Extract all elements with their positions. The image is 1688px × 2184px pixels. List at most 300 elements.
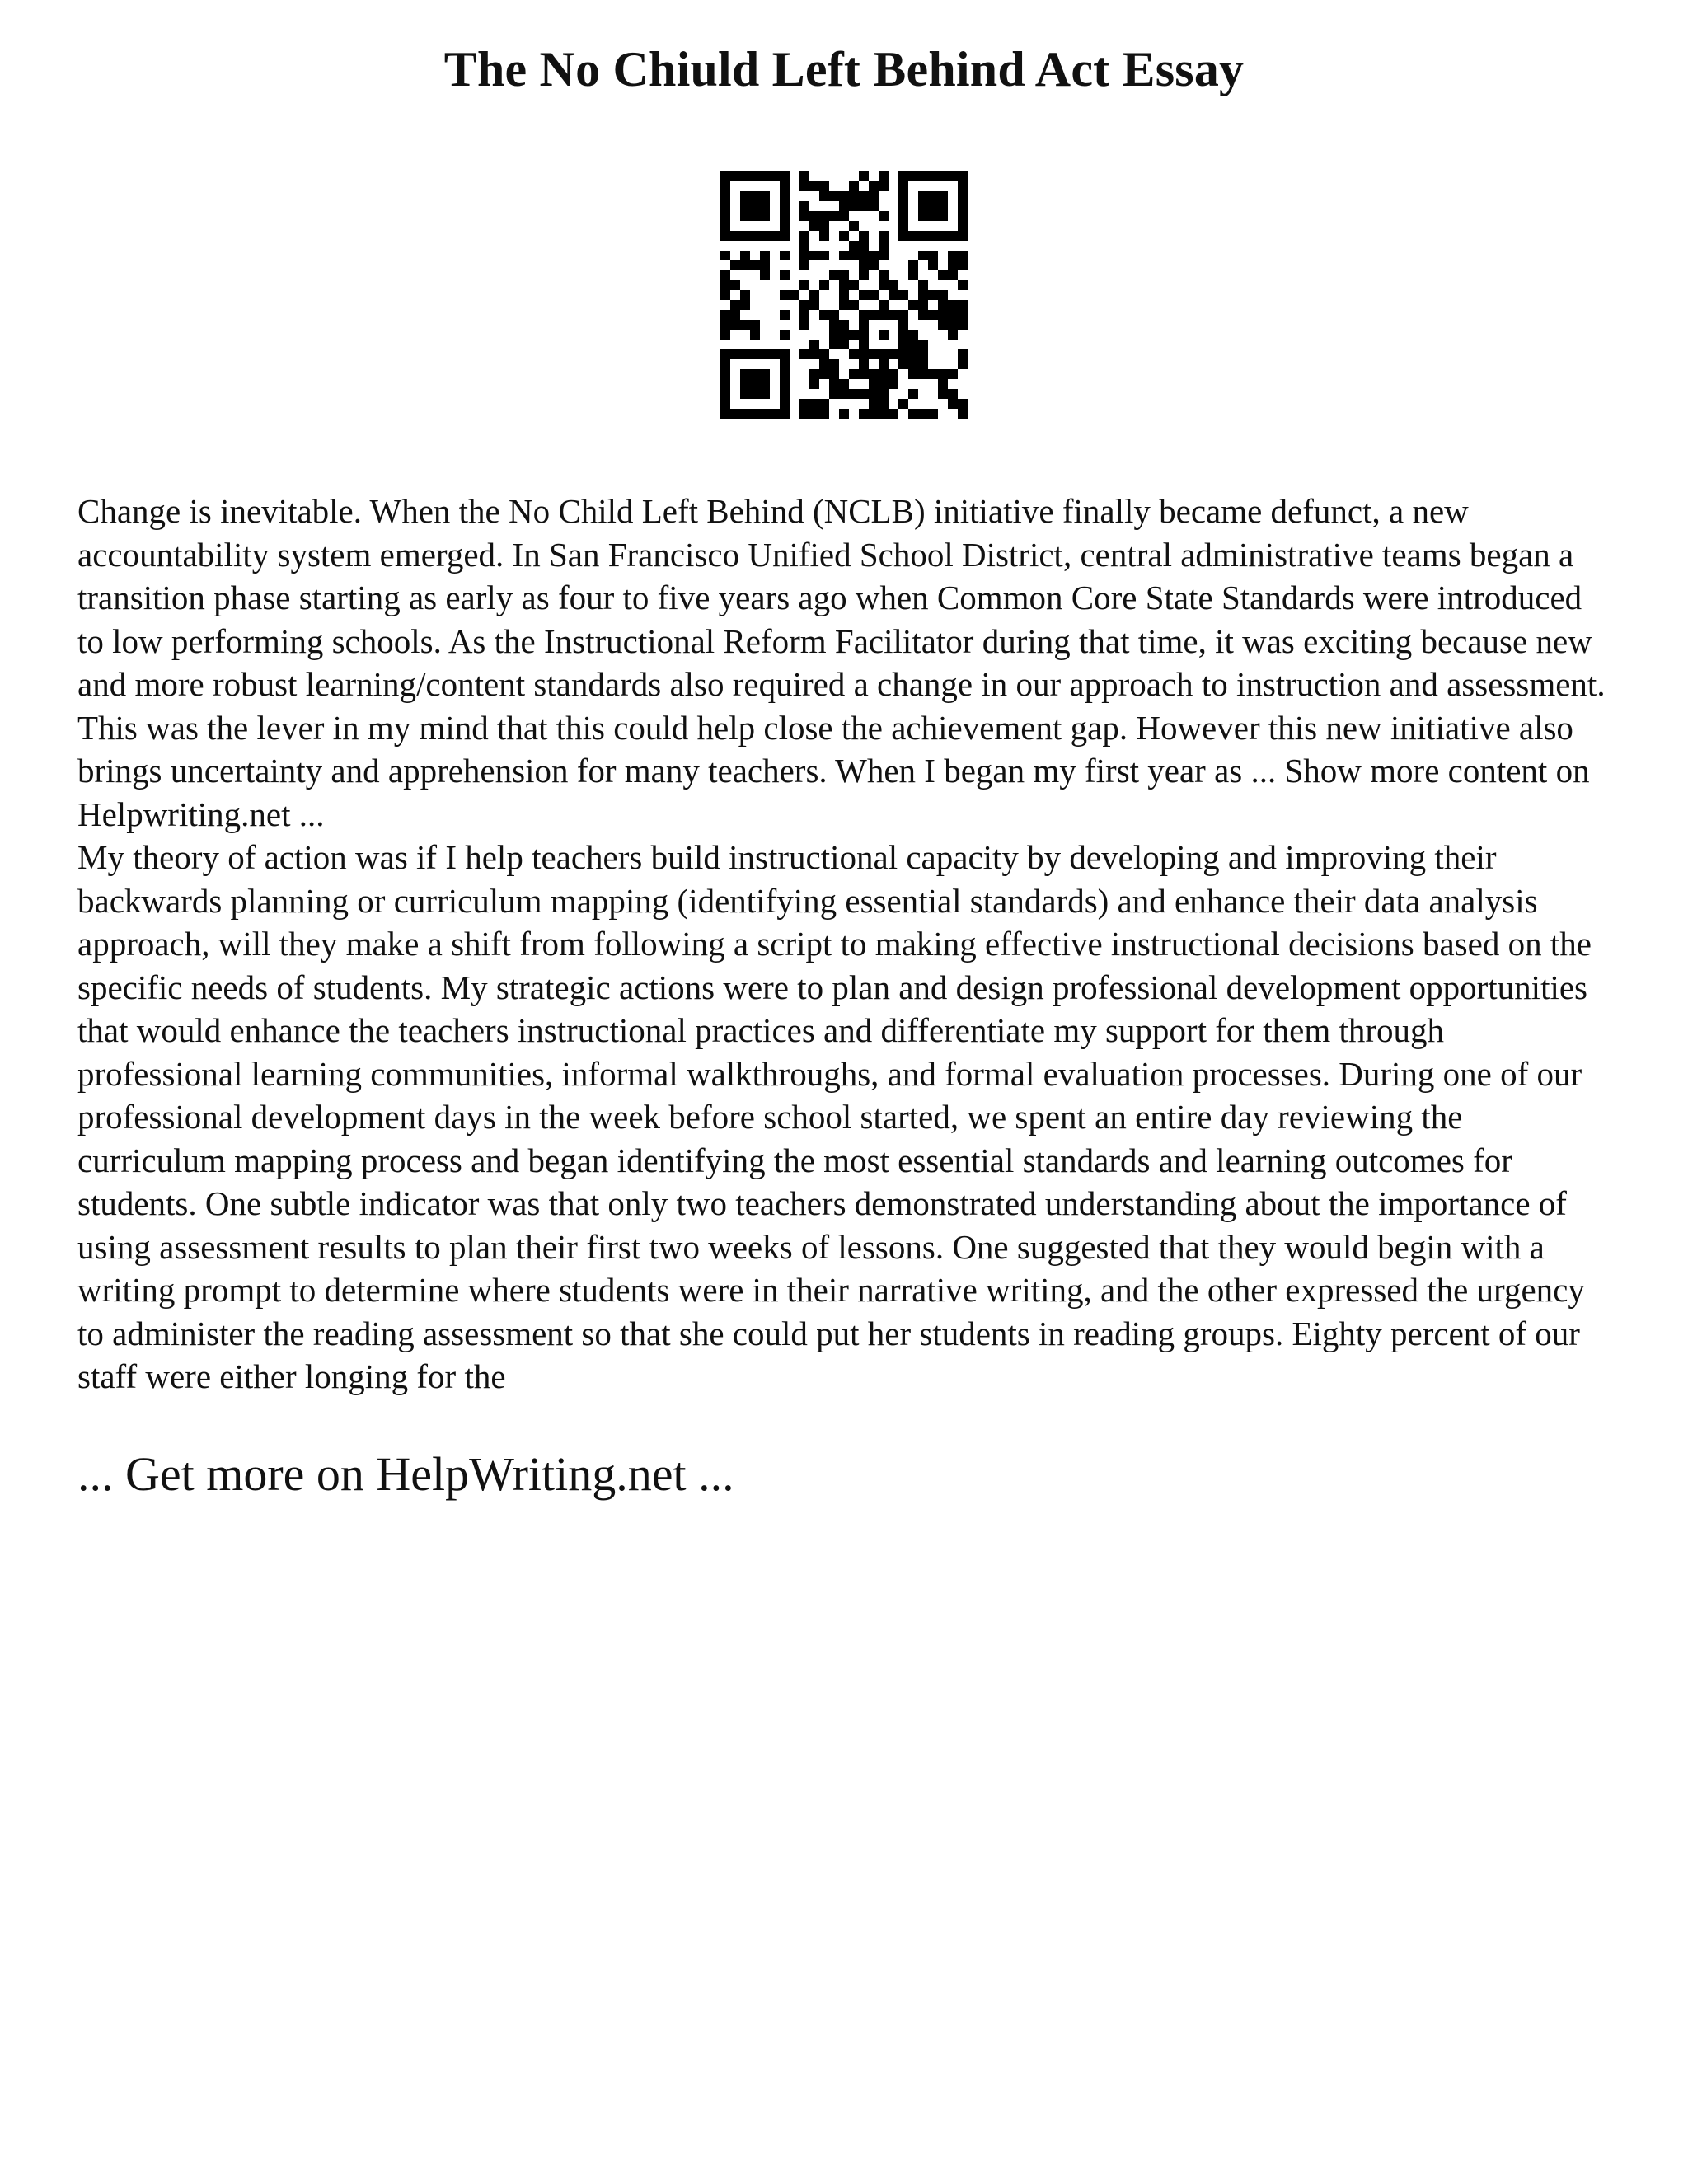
- qr-module: [799, 300, 809, 310]
- qr-module: [908, 231, 918, 241]
- qr-module: [799, 171, 809, 181]
- qr-module: [790, 290, 799, 300]
- qr-module: [839, 320, 849, 330]
- qr-module: [730, 171, 740, 181]
- qr-module: [898, 359, 908, 369]
- qr-module: [958, 399, 968, 409]
- qr-module: [918, 171, 928, 181]
- qr-module: [918, 201, 928, 211]
- qr-module: [898, 201, 908, 211]
- qr-module: [918, 310, 928, 320]
- qr-module: [720, 191, 730, 201]
- qr-module: [780, 399, 790, 409]
- qr-module: [839, 270, 849, 280]
- qr-module: [889, 349, 898, 359]
- qr-module: [938, 369, 948, 379]
- qr-module: [829, 310, 839, 320]
- qr-module: [889, 310, 898, 320]
- essay-paragraph-1: Change is inevitable. When the No Child Left Behind (NCLB) initiative finally became defunct, a new accountability system emerged. In San Francisco Unified School District, central administrative teams began a transition phase starting as early as four to five years ago when Common Core State Standards were introduced to low performing schools. As the Instructional Reform Facilitator during that time, it was exciting because new and more robust learning/content standards also required a change in our approach to instruction and assessment. This was the lever in my mind that this could help close the achievement gap. However this new initiative also brings uncertainty and apprehension for many teachers. When I began my first year as ... Show more content on Helpwriting.net ...: [77, 492, 1606, 833]
- qr-module: [849, 330, 859, 340]
- qr-module: [849, 389, 859, 399]
- qr-module: [809, 221, 819, 231]
- qr-module: [898, 221, 908, 231]
- qr-module: [859, 340, 869, 349]
- qr-module: [809, 181, 819, 191]
- qr-module: [958, 409, 968, 419]
- qr-module: [869, 290, 879, 300]
- qr-module: [859, 260, 869, 270]
- qr-module: [879, 270, 889, 280]
- qr-module: [819, 280, 829, 290]
- qr-module: [859, 359, 869, 369]
- qr-module: [948, 270, 958, 280]
- qr-module: [938, 270, 948, 280]
- qr-module: [720, 389, 730, 399]
- qr-module: [958, 181, 968, 191]
- qr-module: [839, 389, 849, 399]
- qr-module: [889, 409, 898, 419]
- qr-module: [958, 359, 968, 369]
- qr-module: [829, 340, 839, 349]
- qr-module: [780, 379, 790, 389]
- qr-module: [948, 320, 958, 330]
- qr-module: [839, 231, 849, 241]
- qr-module: [760, 379, 770, 389]
- qr-module: [819, 221, 829, 231]
- qr-module: [918, 359, 928, 369]
- qr-module: [869, 409, 879, 419]
- qr-module: [809, 379, 819, 389]
- qr-module: [809, 369, 819, 379]
- qr-module: [859, 191, 869, 201]
- qr-module: [780, 359, 790, 369]
- qr-module: [869, 191, 879, 201]
- qr-module: [908, 340, 918, 349]
- qr-module: [879, 241, 889, 251]
- qr-module: [948, 330, 958, 340]
- qr-module: [750, 201, 760, 211]
- qr-module: [799, 241, 809, 251]
- qr-module: [839, 280, 849, 290]
- qr-module: [740, 300, 750, 310]
- qr-module: [958, 211, 968, 221]
- qr-module: [720, 251, 730, 260]
- essay-body: [77, 490, 1611, 1399]
- qr-module: [928, 260, 938, 270]
- qr-module: [889, 290, 898, 300]
- qr-module: [928, 231, 938, 241]
- qr-module: [869, 201, 879, 211]
- qr-module: [958, 221, 968, 231]
- qr-module: [750, 320, 760, 330]
- qr-module: [819, 211, 829, 221]
- qr-module: [938, 201, 948, 211]
- qr-module: [839, 409, 849, 419]
- qr-module: [908, 300, 918, 310]
- qr-module: [799, 211, 809, 221]
- qr-module: [889, 369, 898, 379]
- qr-module: [799, 231, 809, 241]
- qr-module: [839, 211, 849, 221]
- qr-module: [740, 290, 750, 300]
- qr-module: [869, 389, 879, 399]
- qr-module: [938, 310, 948, 320]
- qr-module: [720, 181, 730, 191]
- qr-module: [918, 409, 928, 419]
- qr-module: [720, 349, 730, 359]
- qr-module: [849, 241, 859, 251]
- qr-module: [889, 379, 898, 389]
- qr-module: [898, 330, 908, 340]
- qr-module: [760, 349, 770, 359]
- qr-module: [918, 251, 928, 260]
- qr-module: [918, 280, 928, 290]
- qr-module: [740, 171, 750, 181]
- qr-module: [720, 231, 730, 241]
- qr-module: [928, 171, 938, 181]
- qr-module: [740, 349, 750, 359]
- qr-module: [730, 260, 740, 270]
- qr-module: [760, 231, 770, 241]
- qr-module: [928, 310, 938, 320]
- qr-module: [898, 231, 908, 241]
- qr-module: [849, 369, 859, 379]
- qr-module: [928, 251, 938, 260]
- qr-module: [839, 340, 849, 349]
- qr-module: [948, 260, 958, 270]
- qr-module: [839, 201, 849, 211]
- qr-module: [849, 251, 859, 260]
- qr-module: [799, 181, 809, 191]
- qr-module: [958, 310, 968, 320]
- qr-module: [859, 349, 869, 359]
- qr-module: [760, 251, 770, 260]
- qr-module: [750, 260, 760, 270]
- qr-module: [859, 310, 869, 320]
- qr-module: [799, 399, 809, 409]
- qr-module: [760, 191, 770, 201]
- qr-module: [829, 320, 839, 330]
- qr-module: [770, 171, 780, 181]
- qr-module: [740, 191, 750, 201]
- qr-module: [879, 330, 889, 340]
- qr-module: [928, 290, 938, 300]
- qr-module: [720, 221, 730, 231]
- qr-module: [720, 201, 730, 211]
- qr-module: [760, 270, 770, 280]
- qr-module: [928, 201, 938, 211]
- qr-module: [740, 201, 750, 211]
- qr-module: [879, 211, 889, 221]
- qr-module: [839, 300, 849, 310]
- qr-module: [760, 211, 770, 221]
- qr-module: [879, 231, 889, 241]
- qr-module: [780, 201, 790, 211]
- qr-module: [879, 181, 889, 191]
- qr-module: [958, 201, 968, 211]
- qr-module: [958, 300, 968, 310]
- qr-module: [889, 280, 898, 290]
- qr-module: [819, 409, 829, 419]
- qr-module: [908, 349, 918, 359]
- qr-module: [829, 359, 839, 369]
- qr-module: [750, 330, 760, 340]
- qr-module: [780, 231, 790, 241]
- qr-module: [750, 211, 760, 221]
- qr-module: [829, 211, 839, 221]
- qr-module: [938, 300, 948, 310]
- qr-module: [948, 231, 958, 241]
- qr-module: [918, 211, 928, 221]
- qr-module: [879, 300, 889, 310]
- qr-module: [859, 201, 869, 211]
- qr-module: [720, 211, 730, 221]
- qr-module: [879, 409, 889, 419]
- qr-module: [730, 300, 740, 310]
- qr-module: [780, 211, 790, 221]
- qr-module: [839, 251, 849, 260]
- qr-module: [809, 290, 819, 300]
- qr-module: [750, 171, 760, 181]
- qr-module: [879, 379, 889, 389]
- document-title: The No Chiuld Left Behind Act Essay: [443, 42, 1245, 96]
- qr-module: [869, 310, 879, 320]
- qr-module: [908, 369, 918, 379]
- qr-module: [720, 270, 730, 280]
- qr-module: [740, 231, 750, 241]
- qr-module: [859, 320, 869, 330]
- qr-module: [730, 409, 740, 419]
- qr-module: [760, 409, 770, 419]
- qr-module: [720, 399, 730, 409]
- qr-module: [958, 280, 968, 290]
- qr-module: [740, 251, 750, 260]
- qr-module: [908, 359, 918, 369]
- qr-module: [819, 369, 829, 379]
- qr-module: [958, 231, 968, 241]
- qr-module: [849, 280, 859, 290]
- qr-module: [819, 310, 829, 320]
- qr-module: [948, 399, 958, 409]
- qr-module: [799, 260, 809, 270]
- qr-module: [908, 171, 918, 181]
- qr-module: [859, 409, 869, 419]
- qr-module: [720, 290, 730, 300]
- qr-module: [898, 349, 908, 359]
- qr-module: [720, 280, 730, 290]
- qr-module: [898, 191, 908, 201]
- qr-module: [780, 251, 790, 260]
- qr-module: [720, 171, 730, 181]
- qr-module: [958, 191, 968, 201]
- qr-module: [809, 251, 819, 260]
- qr-module: [898, 211, 908, 221]
- qr-module: [898, 171, 908, 181]
- qr-module: [780, 310, 790, 320]
- qr-module: [720, 369, 730, 379]
- qr-module: [799, 280, 809, 290]
- qr-module: [958, 349, 968, 359]
- qr-module: [918, 231, 928, 241]
- qr-module: [938, 320, 948, 330]
- qr-module: [869, 260, 879, 270]
- qr-module: [780, 349, 790, 359]
- qr-module: [799, 251, 809, 260]
- qr-module: [740, 369, 750, 379]
- qr-module: [859, 251, 869, 260]
- qr-module: [730, 231, 740, 241]
- qr-module: [938, 379, 948, 389]
- qr-module: [898, 340, 908, 349]
- qr-module: [770, 231, 780, 241]
- qr-module: [869, 379, 879, 389]
- qr-module: [958, 251, 968, 260]
- qr-module: [908, 330, 918, 340]
- qr-module: [849, 221, 859, 231]
- qr-module: [760, 389, 770, 399]
- qr-module: [948, 300, 958, 310]
- qr-module: [879, 171, 889, 181]
- qr-module: [938, 389, 948, 399]
- qr-module: [720, 330, 730, 340]
- qr-module: [720, 409, 730, 419]
- qr-module: [740, 320, 750, 330]
- qr-module: [829, 389, 839, 399]
- qr-module: [879, 399, 889, 409]
- qr-module: [849, 201, 859, 211]
- qr-module: [730, 320, 740, 330]
- qr-module: [879, 359, 889, 369]
- qr-module: [760, 201, 770, 211]
- qr-module: [938, 231, 948, 241]
- qr-module: [799, 201, 809, 211]
- qr-module: [869, 399, 879, 409]
- qr-module: [859, 171, 869, 181]
- qr-module: [750, 349, 760, 359]
- qr-module: [740, 211, 750, 221]
- qr-module: [859, 231, 869, 241]
- qr-module: [938, 211, 948, 221]
- qr-module: [730, 349, 740, 359]
- qr-module: [750, 409, 760, 419]
- get-more-link[interactable]: ... Get more on HelpWriting.net ...: [77, 1446, 734, 1501]
- qr-module: [819, 191, 829, 201]
- qr-module: [918, 191, 928, 201]
- qr-module: [898, 320, 908, 330]
- qr-module: [819, 349, 829, 359]
- qr-code-container: [77, 171, 1611, 419]
- qr-module: [859, 389, 869, 399]
- qr-module: [720, 379, 730, 389]
- qr-module: [898, 290, 908, 300]
- qr-module: [908, 409, 918, 419]
- qr-module: [780, 389, 790, 399]
- qr-module: [799, 320, 809, 330]
- qr-module: [948, 251, 958, 260]
- qr-module: [730, 280, 740, 290]
- qr-module: [809, 211, 819, 221]
- qr-module: [750, 389, 760, 399]
- qr-module: [809, 409, 819, 419]
- qr-module: [918, 369, 928, 379]
- qr-module: [898, 399, 908, 409]
- qr-module: [879, 310, 889, 320]
- qr-code-icon: [720, 171, 968, 419]
- qr-module: [869, 181, 879, 191]
- qr-module: [750, 191, 760, 201]
- qr-module: [720, 320, 730, 330]
- qr-module: [839, 379, 849, 389]
- qr-module: [780, 171, 790, 181]
- qr-module: [958, 320, 968, 330]
- qr-module: [938, 290, 948, 300]
- qr-module: [760, 369, 770, 379]
- qr-module: [918, 300, 928, 310]
- qr-module: [799, 349, 809, 359]
- qr-module: [898, 310, 908, 320]
- qr-module: [760, 171, 770, 181]
- qr-module: [948, 389, 958, 399]
- qr-module: [829, 191, 839, 201]
- qr-module: [819, 251, 829, 260]
- qr-module: [839, 330, 849, 340]
- qr-module: [780, 330, 790, 340]
- qr-module: [829, 379, 839, 389]
- qr-module: [819, 181, 829, 191]
- qr-module: [809, 349, 819, 359]
- qr-module: [918, 290, 928, 300]
- qr-module: [928, 409, 938, 419]
- qr-module: [908, 270, 918, 280]
- qr-module: [948, 171, 958, 181]
- qr-module: [799, 310, 809, 320]
- qr-module: [849, 300, 859, 310]
- qr-module: [809, 300, 819, 310]
- qr-module: [859, 330, 869, 340]
- qr-module: [780, 409, 790, 419]
- qr-module: [918, 340, 928, 349]
- qr-module: [869, 251, 879, 260]
- qr-module: [780, 191, 790, 201]
- qr-module: [829, 330, 839, 340]
- qr-module: [809, 399, 819, 409]
- qr-module: [879, 349, 889, 359]
- qr-module: [770, 409, 780, 419]
- qr-module: [849, 181, 859, 191]
- qr-module: [809, 340, 819, 349]
- qr-module: [908, 389, 918, 399]
- qr-module: [829, 369, 839, 379]
- qr-module: [799, 409, 809, 419]
- qr-module: [780, 270, 790, 280]
- qr-module: [780, 221, 790, 231]
- qr-module: [928, 369, 938, 379]
- qr-module: [740, 389, 750, 399]
- qr-module: [740, 260, 750, 270]
- qr-module: [948, 369, 958, 379]
- qr-module: [859, 270, 869, 280]
- qr-module: [849, 349, 859, 359]
- qr-module: [740, 409, 750, 419]
- qr-module: [839, 290, 849, 300]
- qr-module: [859, 369, 869, 379]
- qr-module: [898, 181, 908, 191]
- qr-module: [958, 260, 968, 270]
- qr-module: [819, 359, 829, 369]
- qr-module: [879, 280, 889, 290]
- qr-module: [819, 231, 829, 241]
- qr-module: [780, 181, 790, 191]
